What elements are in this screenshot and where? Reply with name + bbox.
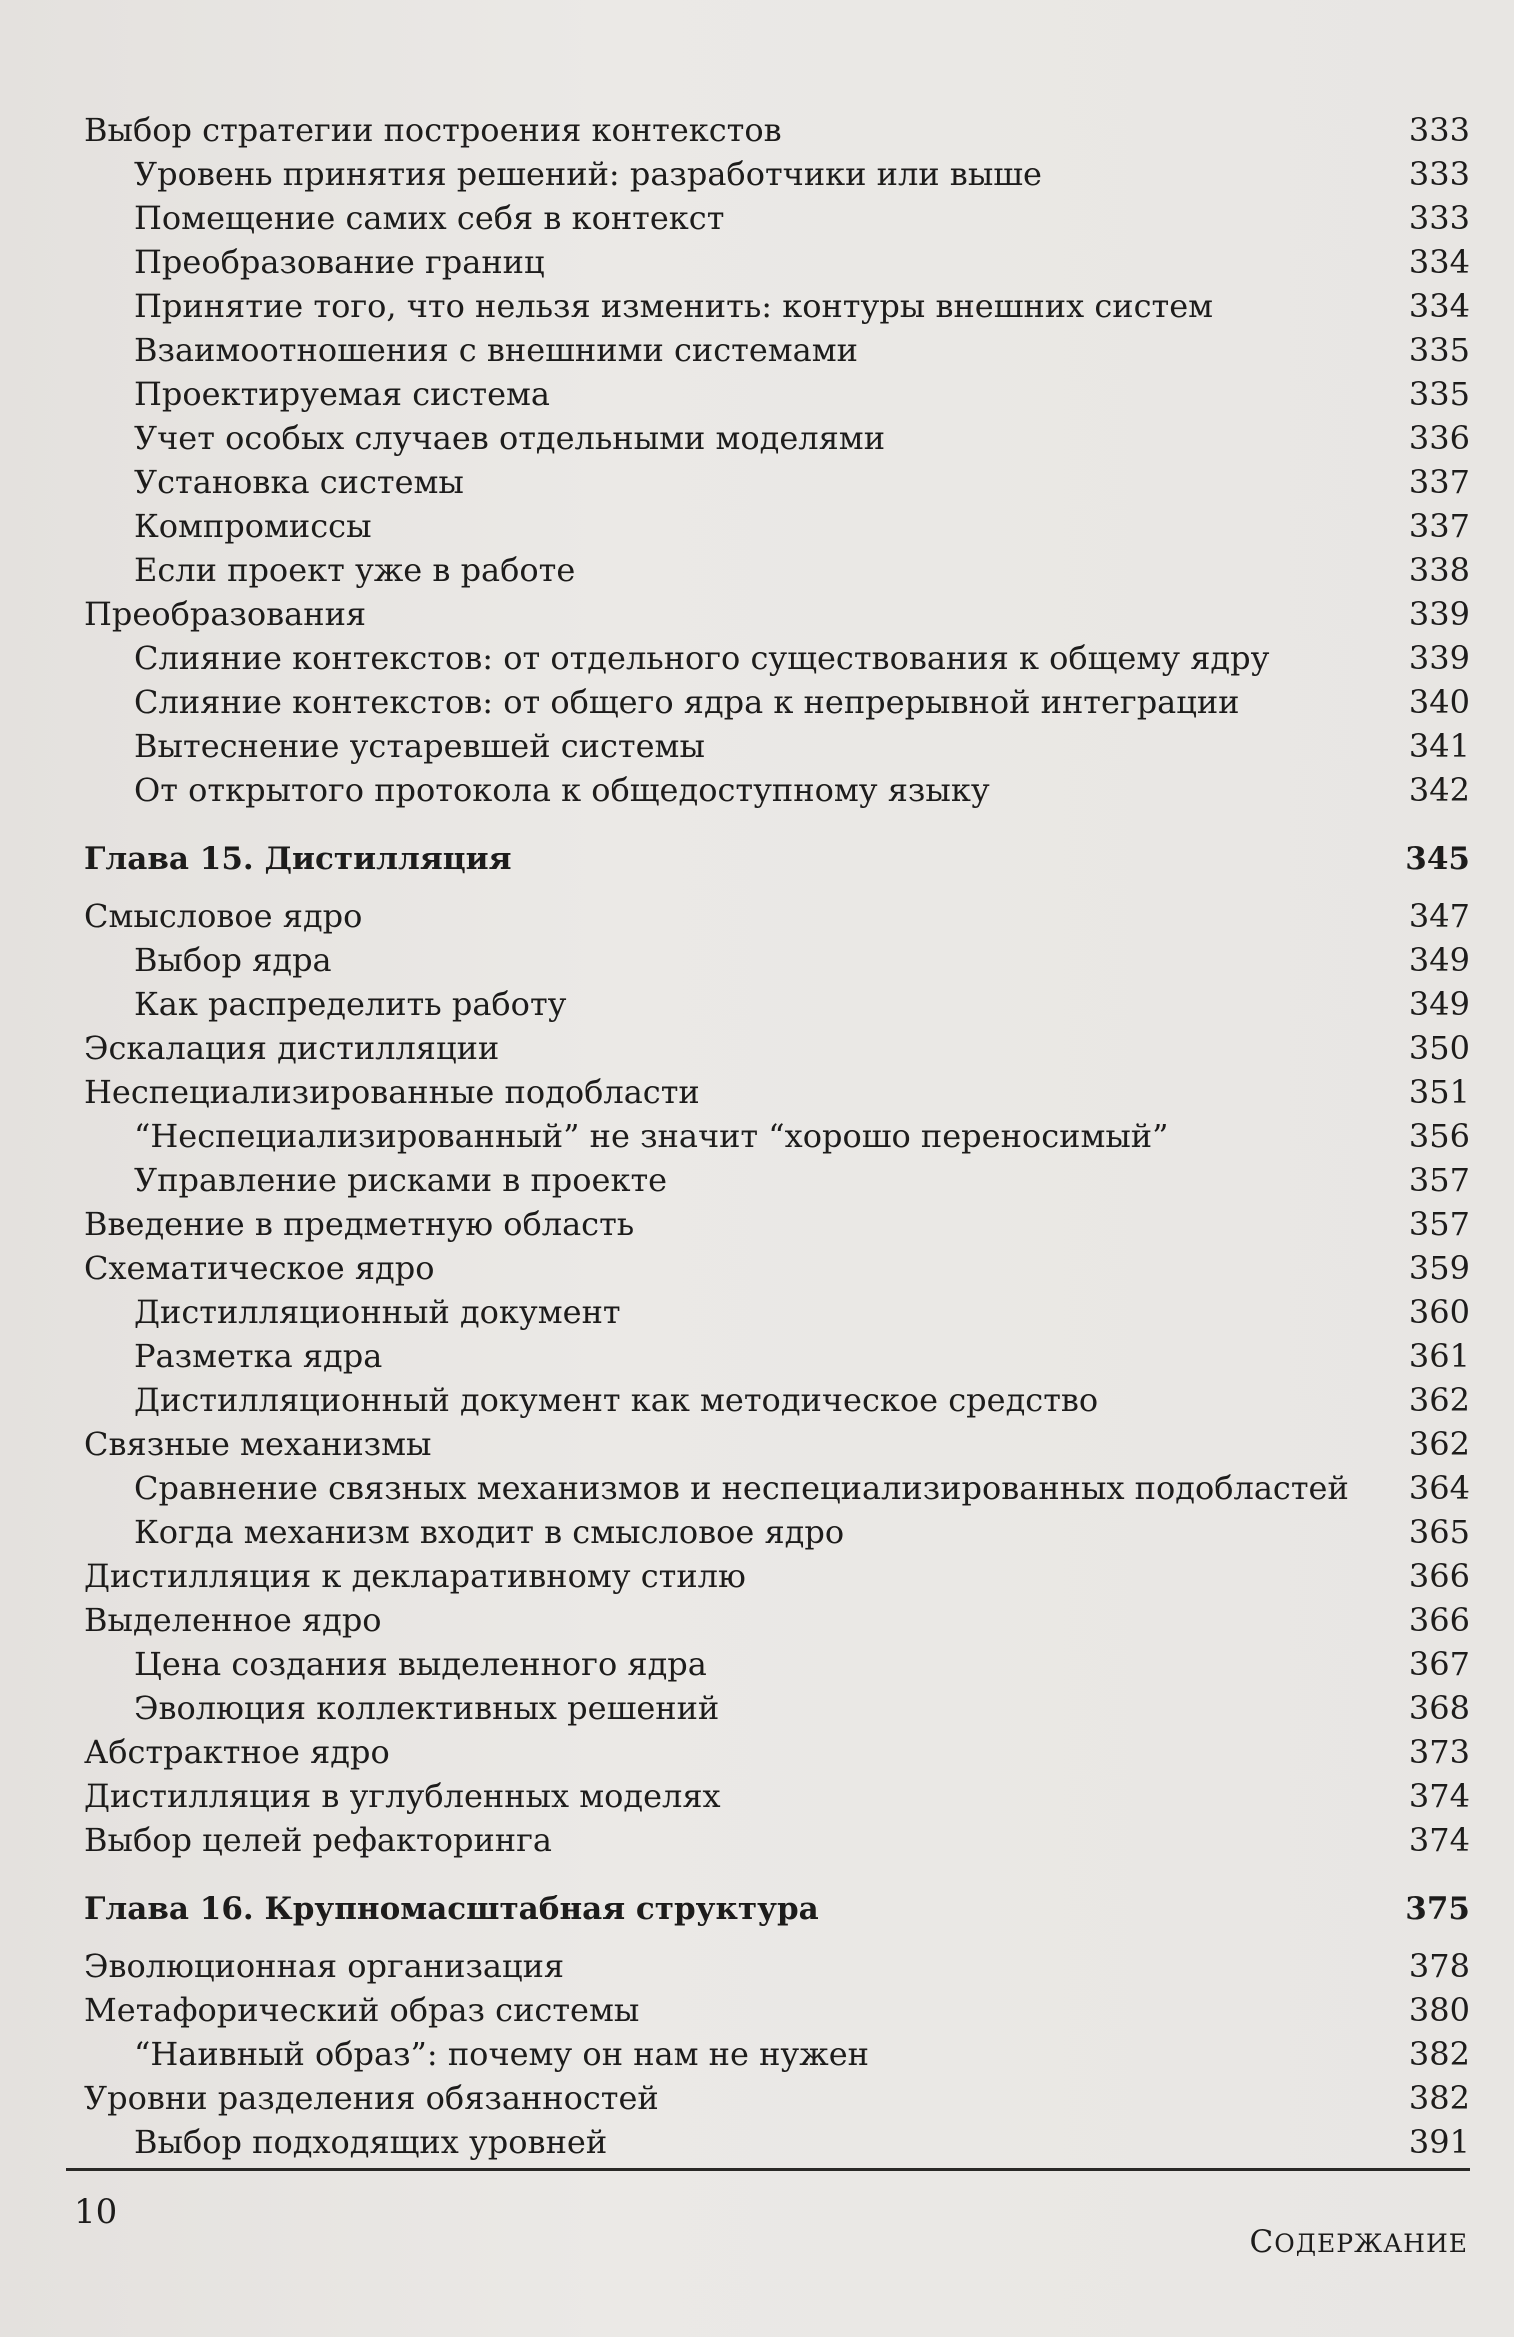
entry-page-number: 366	[1408, 1601, 1470, 1639]
entry-page-number: 391	[1408, 2123, 1470, 2161]
entry-title: Дистилляционный документ как методическое средство	[134, 1381, 1099, 1419]
entry-title: Компромиссы	[134, 507, 372, 545]
entry-page-number: 335	[1408, 331, 1470, 369]
entry-title: Эскалация дистилляции	[84, 1029, 500, 1067]
entry-page-number: 337	[1408, 507, 1470, 545]
entry-title: Эволюция коллективных решений	[134, 1689, 720, 1727]
entry-page-number: 349	[1408, 941, 1470, 979]
toc-section-entry	[84, 1070, 1470, 1114]
toc-section-entry	[84, 1818, 1470, 1862]
entry-title: Выбор целей рефакторинга	[84, 1821, 552, 1859]
entry-page-number: 351	[1408, 1073, 1470, 1111]
entry-page-number: 356	[1408, 1117, 1470, 1155]
entry-title: Преобразование границ	[134, 243, 545, 281]
entry-title: Выбор ядра	[134, 941, 332, 979]
entry-page-number: 382	[1408, 2035, 1470, 2073]
toc-subsection-entry	[84, 2120, 1470, 2164]
toc-subsection-entry	[84, 1158, 1470, 1202]
entry-page-number: 337	[1408, 463, 1470, 501]
entry-title: Слияние контекстов: от общего ядра к непрерывной интеграции	[134, 683, 1240, 721]
chapter-page-number: 375	[1405, 1891, 1470, 1927]
chapter-title: Глава 16. Крупномасштабная структура	[84, 1891, 819, 1927]
entry-title: Выбор стратегии построения контекстов	[84, 111, 782, 149]
toc-subsection-entry	[84, 1510, 1470, 1554]
entry-page-number: 360	[1408, 1293, 1470, 1331]
entry-page-number: 333	[1408, 111, 1470, 149]
entry-title: Взаимоотношения с внешними системами	[134, 331, 858, 369]
entry-title: Метафорический образ системы	[84, 1991, 640, 2029]
page-number: 10	[74, 2192, 118, 2232]
entry-page-number: 339	[1408, 639, 1470, 677]
entry-page-number: 333	[1408, 155, 1470, 193]
toc-subsection-entry	[84, 1686, 1470, 1730]
toc-subsection-entry	[84, 504, 1470, 548]
entry-page-number: 361	[1408, 1337, 1470, 1375]
entry-page-number: 368	[1408, 1689, 1470, 1727]
toc-subsection-entry	[84, 1114, 1470, 1158]
entry-title: Выделенное ядро	[84, 1601, 382, 1639]
entry-title: От открытого протокола к общедоступному языку	[134, 771, 990, 809]
entry-title: Вытеснение устаревшей системы	[134, 727, 705, 765]
entry-title: Преобразования	[84, 595, 367, 633]
entry-page-number: 334	[1408, 287, 1470, 325]
entry-page-number: 378	[1408, 1947, 1470, 1985]
toc-subsection-entry	[84, 982, 1470, 1026]
chapter-heading	[84, 834, 1470, 884]
running-head	[1250, 2222, 1469, 2264]
entry-title: Как распределить работу	[134, 985, 567, 1023]
entry-page-number: 367	[1408, 1645, 1470, 1683]
entry-page-number: 357	[1408, 1161, 1470, 1199]
entry-title: Установка системы	[134, 463, 464, 501]
entry-title: Схематическое ядро	[84, 1249, 435, 1287]
toc-section-entry	[84, 1598, 1470, 1642]
toc-subsection-entry	[84, 284, 1470, 328]
toc-subsection-entry	[84, 1642, 1470, 1686]
entry-page-number: 339	[1408, 595, 1470, 633]
toc-section-entry	[84, 1988, 1470, 2032]
toc-subsection-entry	[84, 1334, 1470, 1378]
toc-section-entry	[84, 894, 1470, 938]
toc-section-entry	[84, 1422, 1470, 1466]
toc-subsection-entry	[84, 680, 1470, 724]
entry-page-number: 335	[1408, 375, 1470, 413]
toc-section-entry	[84, 1246, 1470, 1290]
footer-divider	[66, 2168, 1470, 2171]
entry-page-number: 359	[1408, 1249, 1470, 1287]
table-of-contents	[84, 108, 1470, 2164]
entry-title: Выбор подходящих уровней	[134, 2123, 608, 2161]
chapter-heading	[84, 1884, 1470, 1934]
entry-title: Связные механизмы	[84, 1425, 432, 1463]
entry-title: Проектируемая система	[134, 375, 550, 413]
toc-section-entry	[84, 1944, 1470, 1988]
entry-title: Введение в предметную область	[84, 1205, 635, 1243]
entry-page-number: 365	[1408, 1513, 1470, 1551]
toc-subsection-entry	[84, 196, 1470, 240]
entry-title: Дистилляция в углубленных моделях	[84, 1777, 721, 1815]
entry-title: Учет особых случаев отдельными моделями	[134, 419, 886, 457]
toc-section-entry	[84, 1202, 1470, 1246]
toc-subsection-entry	[84, 724, 1470, 768]
entry-title: Дистилляционный документ	[134, 1293, 621, 1331]
entry-page-number: 362	[1408, 1425, 1470, 1463]
entry-title: “Наивный образ”: почему он нам не нужен	[134, 2035, 869, 2073]
toc-subsection-entry	[84, 416, 1470, 460]
entry-title: Принятие того, что нельзя изменить: контуры внешних систем	[134, 287, 1214, 325]
toc-subsection-entry	[84, 938, 1470, 982]
toc-section-entry	[84, 1554, 1470, 1598]
entry-title: “Неспециализированный” не значит “хорошо переносимый”	[134, 1117, 1169, 1155]
toc-subsection-entry	[84, 240, 1470, 284]
entry-page-number: 364	[1408, 1469, 1470, 1507]
entry-title: Уровень принятия решений: разработчики или выше	[134, 155, 1042, 193]
entry-page-number: 350	[1408, 1029, 1470, 1067]
entry-page-number: 380	[1408, 1991, 1470, 2029]
entry-page-number: 341	[1408, 727, 1470, 765]
toc-section-entry	[84, 108, 1470, 152]
toc-subsection-entry	[84, 768, 1470, 812]
toc-subsection-entry	[84, 548, 1470, 592]
entry-page-number: 357	[1408, 1205, 1470, 1243]
entry-page-number: 366	[1408, 1557, 1470, 1595]
toc-subsection-entry	[84, 2032, 1470, 2076]
entry-title: Если проект уже в работе	[134, 551, 576, 589]
entry-title: Дистилляция к декларативному стилю	[84, 1557, 746, 1595]
entry-page-number: 342	[1408, 771, 1470, 809]
entry-title: Неспециализированные подобласти	[84, 1073, 700, 1111]
running-head-initial: С	[1249, 2224, 1275, 2260]
entry-title: Управление рисками в проекте	[134, 1161, 668, 1199]
entry-page-number: 349	[1408, 985, 1470, 1023]
chapter-title: Глава 15. Дистилляция	[84, 841, 512, 877]
toc-section-entry	[84, 2076, 1470, 2120]
toc-section-entry	[84, 1026, 1470, 1070]
entry-title: Сравнение связных механизмов и неспециализированных подобластей	[134, 1469, 1349, 1507]
toc-subsection-entry	[84, 1290, 1470, 1334]
toc-subsection-entry	[84, 1378, 1470, 1422]
toc-section-entry	[84, 592, 1470, 636]
toc-subsection-entry	[84, 1466, 1470, 1510]
entry-title: Помещение самих себя в контекст	[134, 199, 725, 237]
entry-page-number: 334	[1408, 243, 1470, 281]
toc-subsection-entry	[84, 460, 1470, 504]
entry-page-number: 340	[1408, 683, 1470, 721]
toc-section-entry	[84, 1730, 1470, 1774]
toc-subsection-entry	[84, 152, 1470, 196]
toc-subsection-entry	[84, 636, 1470, 680]
chapter-page-number: 345	[1405, 841, 1470, 877]
running-head-rest: ОДЕРЖАНИЕ	[1274, 2229, 1468, 2258]
entry-title: Слияние контекстов: от отдельного существования к общему ядру	[134, 639, 1270, 677]
entry-page-number: 336	[1408, 419, 1470, 457]
entry-page-number: 373	[1408, 1733, 1470, 1771]
entry-page-number: 333	[1408, 199, 1470, 237]
entry-title: Уровни разделения обязанностей	[84, 2079, 659, 2117]
entry-page-number: 374	[1408, 1821, 1470, 1859]
entry-title: Абстрактное ядро	[84, 1733, 390, 1771]
entry-title: Смысловое ядро	[84, 897, 363, 935]
entry-title: Цена создания выделенного ядра	[134, 1645, 707, 1683]
entry-page-number: 362	[1408, 1381, 1470, 1419]
toc-subsection-entry	[84, 372, 1470, 416]
entry-title: Когда механизм входит в смысловое ядро	[134, 1513, 845, 1551]
entry-page-number: 338	[1408, 551, 1470, 589]
toc-subsection-entry	[84, 328, 1470, 372]
entry-page-number: 347	[1408, 897, 1470, 935]
entry-page-number: 374	[1408, 1777, 1470, 1815]
toc-section-entry	[84, 1774, 1470, 1818]
entry-page-number: 382	[1408, 2079, 1470, 2117]
entry-title: Эволюционная организация	[84, 1947, 565, 1985]
entry-title: Разметка ядра	[134, 1337, 383, 1375]
